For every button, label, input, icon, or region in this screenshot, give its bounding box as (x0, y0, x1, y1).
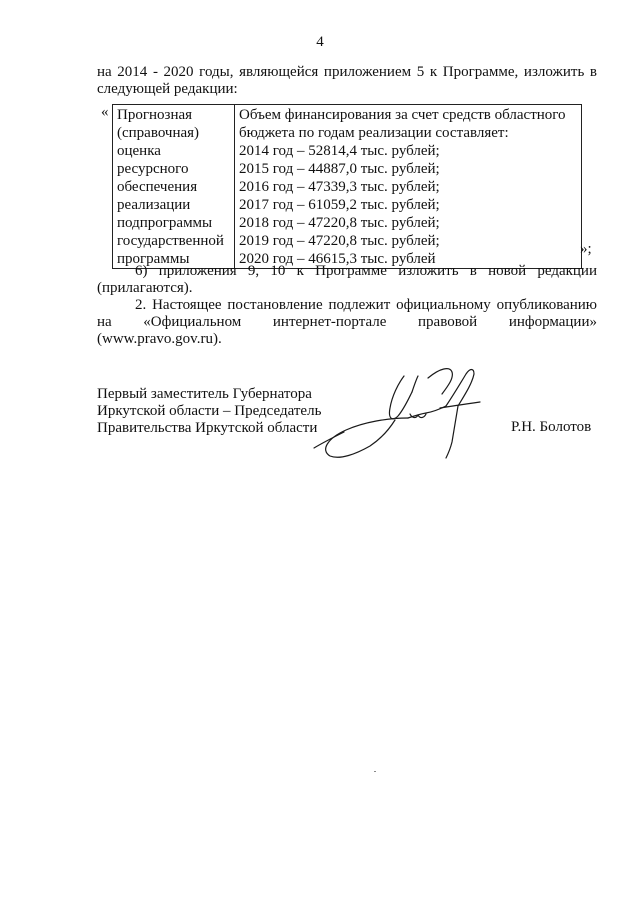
value-line: 2015 год – 44887,0 тыс. рублей; (239, 161, 440, 177)
paragraph-line: на «Официальном интернет-портале правовой информации» (97, 314, 597, 330)
signatory-title-line: Правительства Иркутской области (97, 420, 318, 436)
signatory-title-line: Иркутской области – Председатель (97, 403, 322, 419)
label-line: реализации (117, 197, 191, 213)
funding-table (112, 104, 582, 269)
opening-quote: « (101, 104, 109, 120)
intro-line: следующей редакции: (97, 81, 238, 97)
scan-speck (374, 771, 376, 772)
signatory-title-line: Первый заместитель Губернатора (97, 386, 312, 402)
value-line: 2020 год – 46615,3 тыс. рублей (239, 251, 436, 267)
value-line: бюджета по годам реализации составляет: (239, 125, 509, 141)
value-line: 2019 год – 47220,8 тыс. рублей; (239, 233, 440, 249)
paragraph-line: (прилагаются). (97, 280, 193, 296)
label-line: Прогнозная (117, 107, 193, 123)
intro-paragraph (97, 64, 597, 98)
signatory-title (97, 386, 321, 437)
label-line: программы (117, 251, 190, 267)
signer-name: Р.Н. Болотов (511, 419, 592, 435)
item-2-paragraph (97, 297, 597, 348)
table-row (113, 105, 582, 269)
value-cell (235, 105, 582, 269)
label-line: государственной (117, 233, 224, 249)
intro-line: на 2014 - 2020 годы, являющейся приложением 5 к Программе, изложить в (97, 64, 597, 80)
label-line: оценка (117, 143, 161, 159)
closing-quote: »; (580, 241, 592, 257)
label-line: подпрограммы (117, 215, 213, 231)
paragraph-line: (www.pravo.gov.ru). (97, 331, 222, 347)
label-line: ресурсного (117, 161, 189, 177)
value-line: Объем финансирования за счет средств областного (239, 107, 566, 123)
value-line: 2014 год – 52814,4 тыс. рублей; (239, 143, 440, 159)
label-cell (113, 105, 235, 269)
item-6-paragraph (97, 263, 597, 297)
handwritten-signature (300, 362, 500, 462)
label-line: (справочная) (117, 125, 200, 141)
value-line: 2016 год – 47339,3 тыс. рублей; (239, 179, 440, 195)
label-line: обеспечения (117, 179, 198, 195)
paragraph-line: 2. Настоящее постановление подлежит официальному опубликованию (135, 297, 597, 313)
paragraph-line: 6) приложения 9, 10 к Программе изложить в новой редакции (135, 263, 597, 279)
value-line: 2017 год – 61059,2 тыс. рублей; (239, 197, 440, 213)
page-number: 4 (316, 34, 324, 50)
value-line: 2018 год – 47220,8 тыс. рублей; (239, 215, 440, 231)
